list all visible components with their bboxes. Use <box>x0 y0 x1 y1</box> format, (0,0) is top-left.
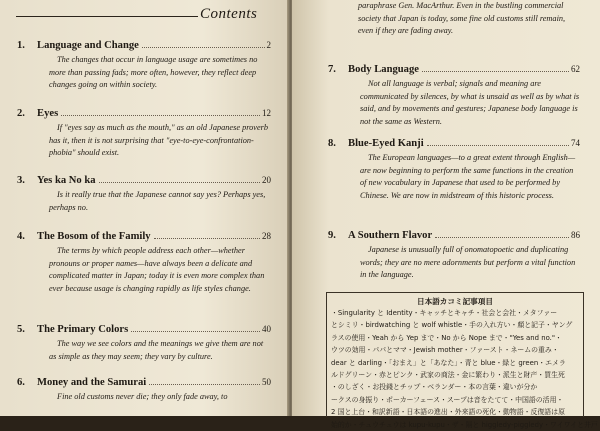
toc-entry-heading <box>328 230 580 241</box>
index-line: とシミリ・birdwatching と wolf whistle・手の入れ方い・顏と記子・ヤング <box>331 321 573 330</box>
chapter-number: 5. <box>17 324 25 335</box>
chapter-number: 3. <box>17 175 25 186</box>
chapter-title: Body Language <box>348 64 419 75</box>
chapter-description: The terms by which people address each other—whether pronouns or proper names—have always been a delicate and complicated matter in Japan; today it is even more complex than ever because usage is changing rapidly as life styles change. <box>49 246 265 293</box>
toc-entry <box>17 231 271 295</box>
toc-entry <box>328 230 580 282</box>
chapter-number: 9. <box>328 230 336 241</box>
chapter-description: Is it really true that the Japanese cannot say yes? Perhaps yes, perhaps no. <box>49 190 266 212</box>
page-number: 12 <box>262 108 271 118</box>
chapter-title: A Southern Flavor <box>348 230 433 241</box>
toc-entry <box>17 324 271 363</box>
chapter-number: 4. <box>17 231 25 242</box>
index-box-title: 日本語カコミ記事項目 <box>417 297 493 306</box>
toc-entry <box>17 175 271 214</box>
continued-description: paraphrase Gen. MacArthur. Even in the bustling commercial society that Japan is today, some fine old customs still remain, even if they are fading away. <box>358 1 566 35</box>
toc-entry <box>328 138 580 202</box>
dot-leader <box>99 182 260 183</box>
japanese-index-box <box>326 292 598 429</box>
page-number: 20 <box>262 175 271 185</box>
page-number: 74 <box>571 138 580 148</box>
page-number: 62 <box>571 64 580 74</box>
dot-leader <box>435 237 569 238</box>
page-number: 28 <box>262 231 271 241</box>
index-line: ・Singularity と Identity・キャッチとキャチ・社会と会社・メタファー <box>331 309 558 317</box>
index-box-body <box>331 307 598 431</box>
page-number: 50 <box>262 377 271 387</box>
contents-heading: Contents <box>200 6 258 22</box>
toc-entry <box>17 108 271 160</box>
chapter-title: The Primary Colors <box>37 324 129 335</box>
chapter-description: The changes that occur in language usage are sometimes no more than passing fads; more often, however, they reflect deep changes going on within society. <box>49 55 258 89</box>
dot-leader <box>422 71 569 72</box>
chapter-title: Blue-Eyed Kanji <box>348 138 424 149</box>
dot-leader <box>61 115 260 116</box>
dot-leader <box>154 238 260 239</box>
toc-entry-heading <box>328 64 580 75</box>
left-page <box>0 0 289 416</box>
toc-entry-heading <box>17 108 271 119</box>
index-line: ・のしざく・お投錢とチップ・ベランダー・本の言葉・違いが分か <box>331 383 538 392</box>
chapter-description: If "eyes say as much as the mouth," as an old Japanese proverb has it, then it is not surprising that "eye-to-eye-confrontation-phobia" should exist. <box>49 123 269 157</box>
header-rule <box>16 16 198 17</box>
index-line: ラスの使用・Yeah から Yep まで・No から Nope まで・"Yes and no."・ <box>331 333 562 342</box>
page-number: 40 <box>262 324 271 334</box>
toc-entry-heading <box>328 138 580 149</box>
toc-entry <box>17 40 271 92</box>
index-line: dear と darling・「おまえ」と「あなた」・青と blue・緑と green・エメラ <box>331 358 566 367</box>
chapter-number: 6. <box>17 377 25 388</box>
index-line: ルドグリーン・赤とピンク・武家の商法・金に繁わり・派生と財产・買生死 <box>331 371 565 380</box>
chapter-description: Japanese is unusually full of onomatopoetic and duplicating words; they are no mere adornments but perform a vital function in the language. <box>360 245 576 279</box>
chapter-title: Yes ka No ka <box>37 175 96 186</box>
chapter-description: The European languages—to a great extent through English—are now beginning to perform the same functions in the creation of new vocabulary in Japanese that used to be performed by Chinese. We are now in midstream of this historic process. <box>360 153 576 200</box>
page-number: 86 <box>571 230 580 240</box>
dot-leader <box>131 331 260 332</box>
index-line: 2 国と上台・和訳新語・日本語の進出・外来語の死化・動物語・反復語は原 <box>331 408 565 417</box>
dot-leader <box>427 145 569 146</box>
index-line: ークスの身振り・ポーカーフェース・スープは音をたてて・中国語の活用・ <box>331 395 564 404</box>
chapter-number: 2. <box>17 108 25 119</box>
toc-entry-heading <box>17 324 271 335</box>
toc-entry <box>328 64 580 128</box>
toc-entry <box>17 377 271 404</box>
index-line: 始的か・チュウチュウは kupu-kupu・ザ・隔と higgledy-piggledy・ワイワイと井戸 <box>331 420 598 429</box>
chapter-description: The way we see colors and the meanings we give them are not as simple as they may seem; they vary by culture. <box>49 339 264 361</box>
chapter-title: Money and the Samurai <box>37 377 147 388</box>
chapter-title: The Bosom of the Family <box>37 231 151 242</box>
toc-entry-heading <box>17 231 271 242</box>
dot-leader <box>142 47 265 48</box>
right-page <box>292 0 600 429</box>
chapter-title: Eyes <box>37 108 59 119</box>
index-line: ウツの効用・パパとママ・Jewish mother・ファースト・ネームの重み・ <box>331 346 559 355</box>
toc-entry-heading <box>17 377 271 388</box>
toc-entry-heading <box>17 175 271 186</box>
dot-leader <box>149 384 260 385</box>
page-number: 2 <box>266 40 271 50</box>
chapter-number: 7. <box>328 64 336 75</box>
chapter-number: 8. <box>328 138 336 149</box>
toc-entry-heading <box>17 40 271 51</box>
chapter-description: Fine old customs never die; they only fade away, to <box>57 392 228 401</box>
chapter-description: Not all language is verbal; signals and meaning are communicated by silences, by what is unsaid as well as by what is said, and by movements and gestures; Japanese body language is not the same as Western. <box>360 79 580 126</box>
chapter-title: Language and Change <box>37 40 139 51</box>
chapter-number: 1. <box>17 40 25 51</box>
